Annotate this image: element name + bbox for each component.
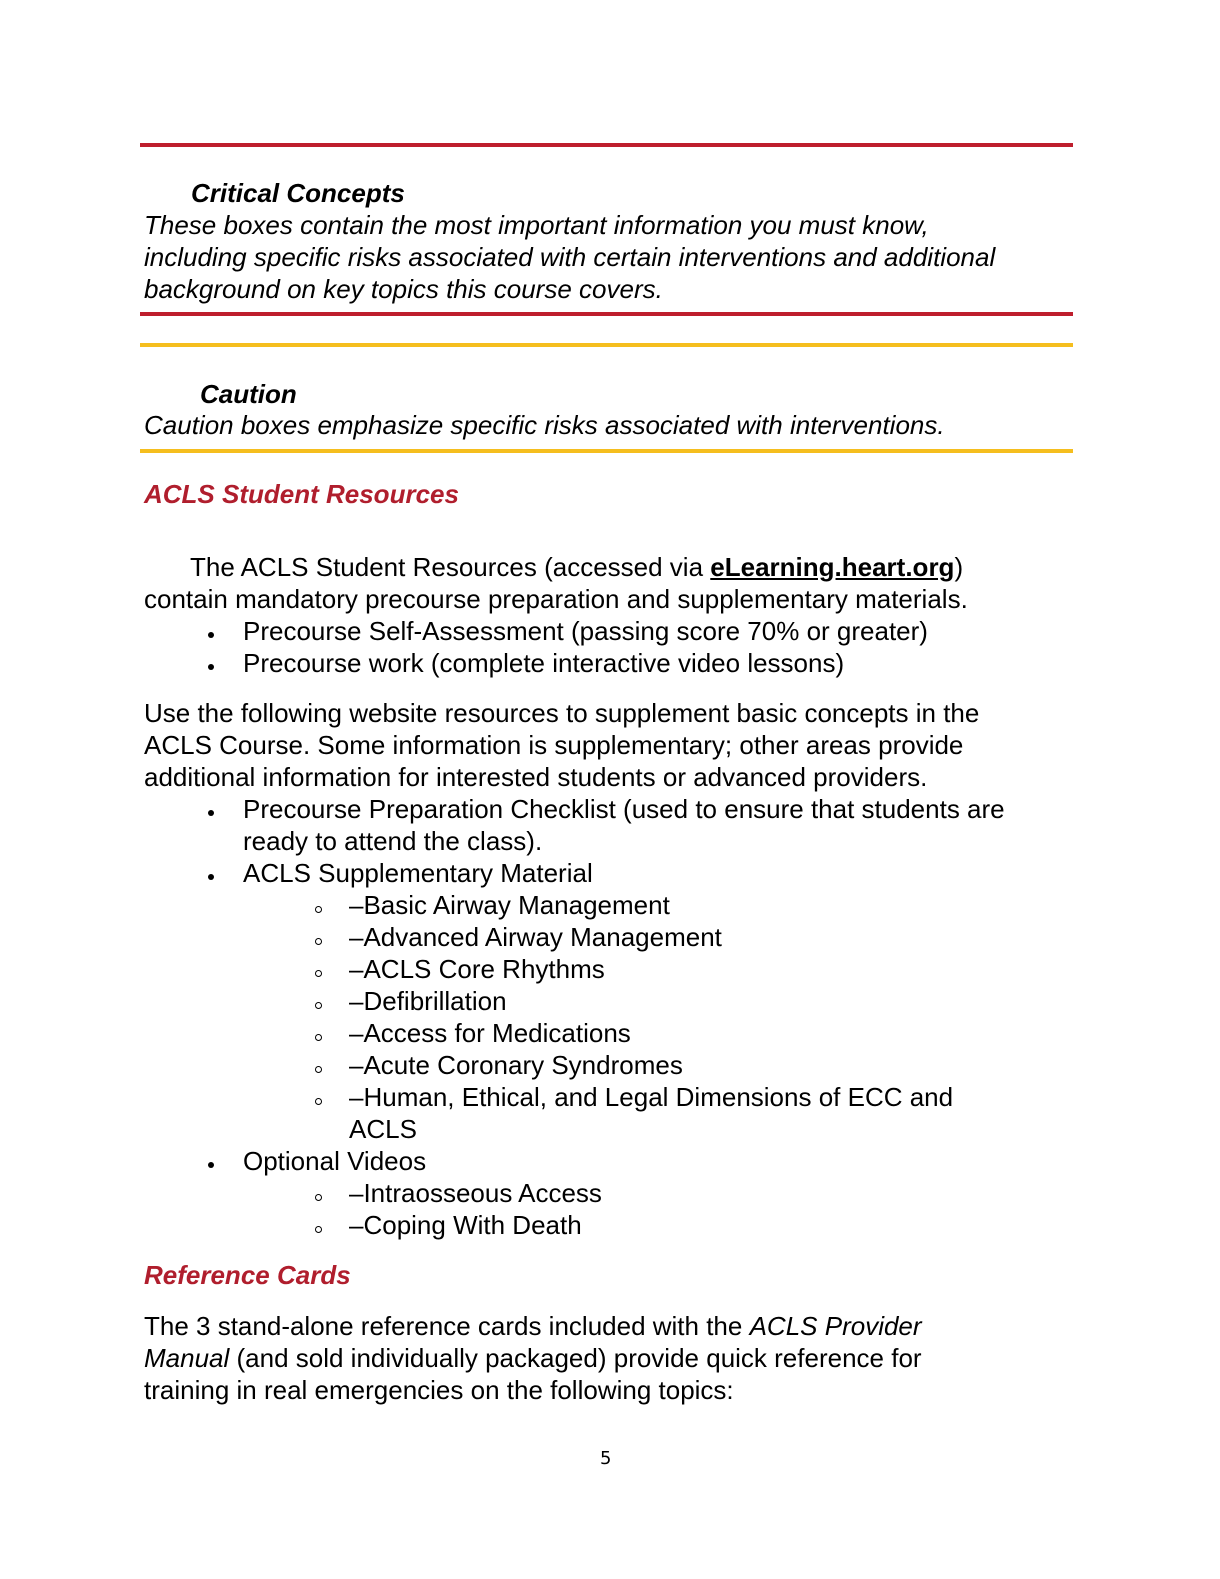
list-item: Precourse Self-Assessment (passing score 70% or greater) [243,616,928,646]
sub-list-item: –Human, Ethical, and Legal Dimensions of ECC and [349,1082,954,1112]
page-number: 5 [600,1448,612,1469]
list-item-checklist-line-1: Precourse Preparation Checklist (used to ensure that students are [243,794,1005,824]
critical-box-top-rule [140,143,1073,147]
circle-bullet-icon [315,970,322,977]
sub-list-item: –Defibrillation [349,986,507,1016]
reference-cards-text: (and sold individually packaged) provide quick reference for [229,1343,922,1373]
caution-box-bottom-rule [140,449,1073,453]
bullet-icon [208,810,214,816]
critical-box-title: Critical Concepts [191,178,405,208]
list-item-checklist-line-2: ready to attend the class). [243,826,543,856]
student-resources-intro-line-1 [190,551,963,583]
critical-box-bottom-rule [140,312,1073,316]
bullet-icon [208,1162,214,1168]
reference-cards-heading: Reference Cards [144,1260,351,1290]
circle-bullet-icon [315,1098,322,1105]
sub-list-item: –Coping With Death [349,1210,582,1240]
list-item: Precourse work (complete interactive video lessons) [243,648,845,678]
sub-list-item: –Acute Coronary Syndromes [349,1050,683,1080]
list-item-supplementary: ACLS Supplementary Material [243,858,593,888]
sub-list-item: –Basic Airway Management [349,890,670,920]
caution-box-title: Caution [200,379,297,409]
sub-list-item-continuation: ACLS [349,1114,417,1144]
intro-text-before-link: The ACLS Student Resources (accessed via [190,552,711,582]
book-title-part-1: ACLS Provider [749,1311,922,1341]
reference-cards-line-1 [144,1310,922,1342]
sub-list-item: –Intraosseous Access [349,1178,602,1208]
critical-box-line-2: including specific risks associated with certain interventions and additional [144,242,996,272]
student-resources-heading: ACLS Student Resources [144,479,459,509]
intro-text-after-link: ) [954,552,964,582]
resources-paragraph-line-3: additional information for interested students or advanced providers. [144,762,928,792]
sub-list-item: –Advanced Airway Management [349,922,722,952]
circle-bullet-icon [315,1226,322,1233]
circle-bullet-icon [315,1002,322,1009]
elearning-link[interactable]: eLearning.heart.org [710,552,955,582]
bullet-icon [208,632,214,638]
caution-box-text: Caution boxes emphasize specific risks associated with interventions. [144,410,945,440]
sub-list-item: –ACLS Core Rhythms [349,954,605,984]
sub-list-item: –Access for Medications [349,1018,631,1048]
circle-bullet-icon [315,1194,322,1201]
resources-paragraph-line-1: Use the following website resources to supplement basic concepts in the [144,698,980,728]
critical-box-line-1: These boxes contain the most important information you must know, [144,210,929,240]
bullet-icon [208,664,214,670]
circle-bullet-icon [315,938,322,945]
circle-bullet-icon [315,1066,322,1073]
student-resources-intro-line-2: contain mandatory precourse preparation and supplementary materials. [144,584,968,614]
circle-bullet-icon [315,906,322,913]
reference-cards-line-2 [144,1342,922,1374]
circle-bullet-icon [315,1034,322,1041]
resources-paragraph-line-2: ACLS Course. Some information is supplementary; other areas provide [144,730,964,760]
bullet-icon [208,874,214,880]
reference-cards-line-3: training in real emergencies on the following topics: [144,1375,734,1405]
caution-box-top-rule [140,343,1073,347]
reference-cards-text: The 3 stand-alone reference cards included with the [144,1311,750,1341]
critical-box-line-3: background on key topics this course covers. [144,274,663,304]
list-item-optional-videos: Optional Videos [243,1146,427,1176]
book-title-part-2: Manual [144,1343,230,1373]
